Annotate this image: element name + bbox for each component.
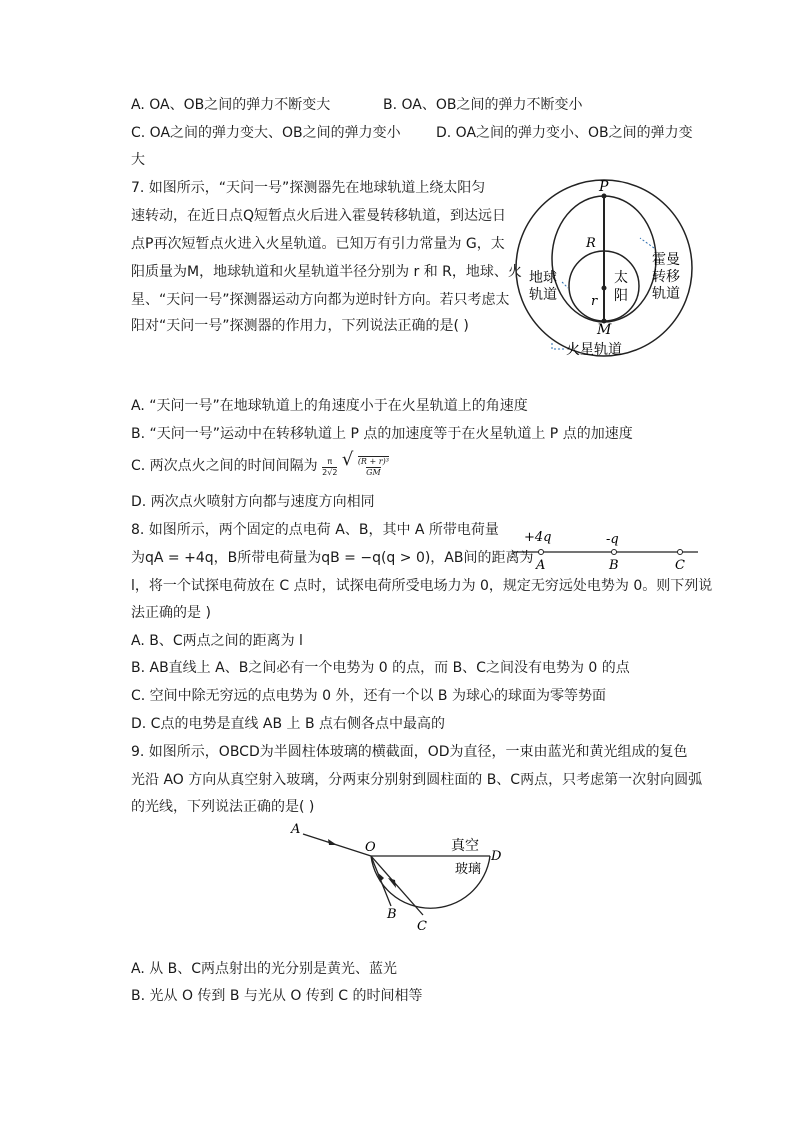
ray-OC	[371, 856, 423, 915]
label-mars-orbit: 火星轨道	[566, 342, 622, 358]
q9-line: 光沿 AO 方向从真空射入玻璃，分两束分别射到圆柱面的 B、C两点，只考虑第一次射向圆弧	[131, 772, 703, 788]
q8-option-c: C. 空间中除无穷远的点电势为 0 外，还有一个以 B 为球心的球面为零等势面	[131, 688, 606, 704]
label-hohmann: 霍曼	[652, 252, 680, 268]
q7-line: 点P再次短暂点火进入火星轨道。已知万有引力常量为 G，太	[131, 236, 505, 252]
label-B: B	[609, 558, 619, 573]
q6-option-b: B. OA、OB之间的弹力不断变小	[383, 97, 583, 113]
label-hohmann: 转移	[652, 269, 680, 285]
q7-option-c-formula: $\frac{\pi}{2√2}$ √ $\frac{\text{(R + r)³}}{GM}$	[322, 449, 389, 477]
point-B-dot	[612, 550, 617, 555]
label-charge-A: +4q	[524, 530, 552, 545]
q7-option-d: D. 两次点火喷射方向都与速度方向相同	[131, 494, 375, 510]
q6-option-a: A. OA、OB之间的弹力不断变大	[131, 97, 331, 113]
q8-option-a: A. B、C两点之间的距离为 l	[131, 633, 303, 649]
q9-line: 的光线，下列说法正确的是( )	[131, 799, 315, 815]
q8-option-b: B. AB直线上 A、B之间必有一个电势为 0 的点，而 B、C之间没有电势为 0 的点	[131, 660, 630, 676]
label-glass: 玻璃	[455, 862, 482, 877]
earth-orbit-leader	[562, 282, 568, 288]
q7-line: 速转动，在近日点Q短暂点火后进入霍曼转移轨道，到达远日	[131, 208, 507, 224]
label-sun: 阳	[614, 288, 628, 304]
label-sun: 太	[614, 270, 628, 286]
label-C: C	[675, 558, 685, 573]
label-hohmann: 轨道	[652, 286, 680, 302]
label-r: r	[591, 294, 598, 309]
q7-line: 7. 如图所示，“天问一号”探测器先在地球轨道上绕太阳匀	[131, 180, 486, 196]
label-B: B	[387, 907, 397, 922]
label-M: M	[597, 322, 612, 338]
q9-option-b: B. 光从 O 传到 B 与光从 O 传到 C 的时间相等	[131, 988, 423, 1004]
q8-line: 为qA = +4q，B所带电荷量为qB = −q(q > 0)，AB间的距离为	[131, 550, 534, 566]
q8-line: 法正确的是 )	[131, 605, 211, 621]
q7-option-b: B. “天问一号”运动中在转移轨道上 P 点的加速度等于在火星轨道上 P 点的加速度	[131, 426, 633, 442]
q7-option-c	[131, 449, 389, 480]
q7-option-a: A. “天问一号”在地球轨道上的角速度小于在火星轨道上的角速度	[131, 398, 528, 414]
label-O: O	[365, 840, 376, 855]
q6-option-d-tail: 大	[131, 152, 145, 168]
hohmann-leader	[640, 238, 654, 248]
q8-line: l，将一个试探电荷放在 C 点时，试探电荷所受电场力为 0，规定无穷远处电势为 0。则下列说	[131, 578, 713, 594]
label-earth-orbit: 轨道	[529, 287, 557, 303]
label-charge-B: -q	[606, 532, 619, 547]
q9-line: 9. 如图所示，OBCD为半圆柱体玻璃的横截面，OD为直径，一束由蓝光和黄光组成的复色	[131, 744, 688, 760]
q9-option-a: A. 从 B、C两点射出的光分别是黄光、蓝光	[131, 961, 398, 977]
q7-line: 阳质量为M，地球轨道和火星轨道半径分别为 r 和 R，地球、火	[131, 264, 522, 280]
point-C-dot	[678, 550, 683, 555]
q8-option-d: D. C点的电势是直线 AB 上 B 点右侧各点中最高的	[131, 716, 446, 732]
q9-refraction-figure	[285, 820, 510, 940]
q7-option-c-prefix: C. 两次点火之间的时间间隔为	[131, 458, 318, 474]
label-R: R	[586, 236, 596, 251]
q7-line: 阳对“天问一号”探测器的作用力，下列说法正确的是( )	[131, 318, 469, 334]
q8-charge-figure	[510, 525, 700, 573]
label-earth-orbit: 地球	[529, 270, 557, 286]
q6-option-c: C. OA之间的弹力变大、OB之间的弹力变小	[131, 125, 401, 141]
q6-option-d: D. OA之间的弹力变小、OB之间的弹力变	[436, 125, 693, 141]
label-vacuum: 真空	[451, 838, 479, 854]
label-C: C	[417, 919, 427, 934]
label-P: P	[599, 179, 609, 195]
point-A-dot	[539, 550, 544, 555]
label-A: A	[291, 822, 301, 837]
label-A: A	[536, 558, 546, 573]
ray-OC-arrow	[388, 878, 396, 888]
q7-orbit-figure	[490, 178, 700, 363]
sun-dot	[602, 286, 607, 291]
label-D: D	[491, 849, 502, 864]
q8-line: 8. 如图所示，两个固定的点电荷 A、B，其中 A 所带电荷量	[131, 522, 499, 538]
q7-line: 星、“天问一号”探测器运动方向都为逆时针方向。若只考虑太	[131, 292, 510, 308]
